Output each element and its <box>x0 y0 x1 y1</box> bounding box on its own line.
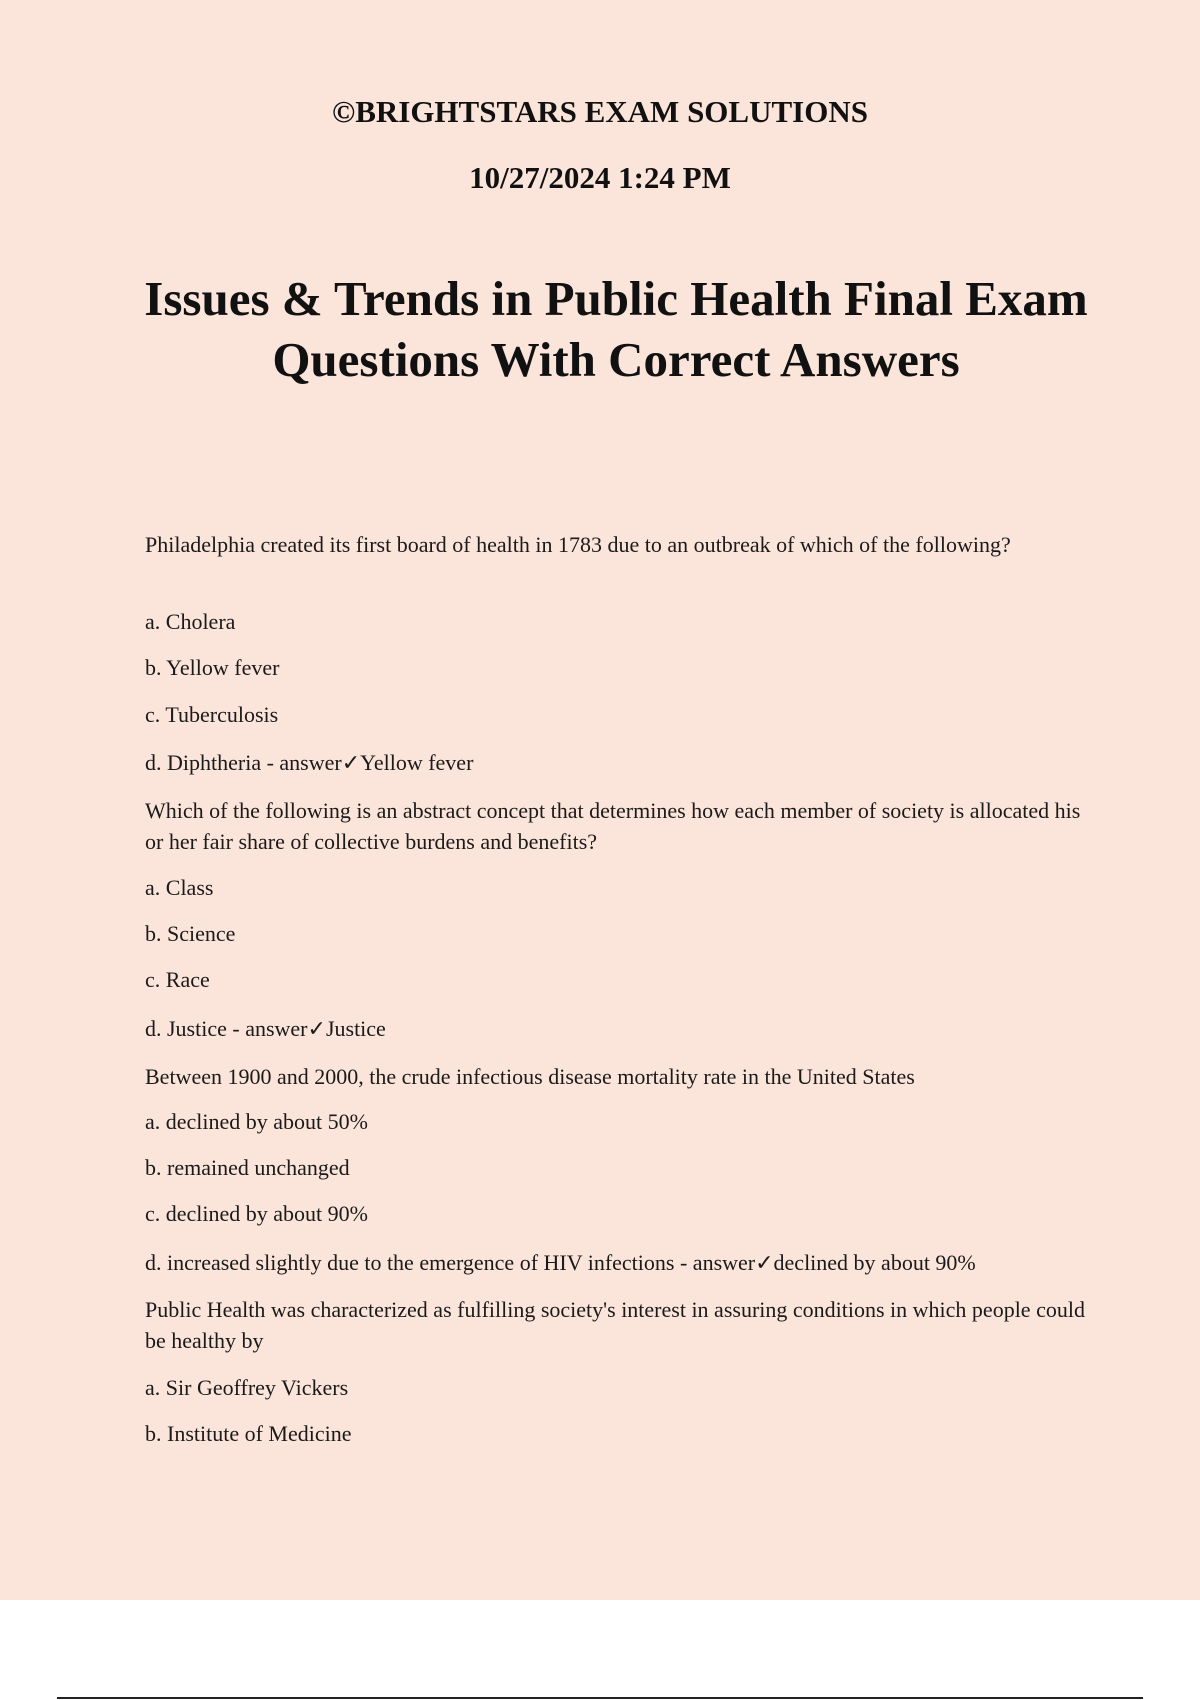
answer-option: a. Sir Geoffrey Vickers <box>145 1375 349 1400</box>
answer-option-with-key: d. Justice - answer✓Justice <box>145 1016 386 1041</box>
answer-option: b. remained unchanged <box>145 1155 350 1180</box>
answer-option: b. Science <box>145 921 236 946</box>
document-datetime: 10/27/2024 1:24 PM <box>469 160 731 195</box>
answer-option: a. Class <box>145 875 214 900</box>
answer-option: b. Yellow fever <box>145 655 280 680</box>
answer-option: a. declined by about 50% <box>145 1109 368 1134</box>
question-prompt: Philadelphia created its first board of health in 1783 due to an outbreak of which of the following? <box>145 532 1011 557</box>
answer-option: b. Institute of Medicine <box>145 1421 352 1446</box>
document-title <box>100 268 1132 390</box>
answer-option: c. declined by about 90% <box>145 1201 368 1226</box>
question-prompt: Which of the following is an abstract concept that determines how each member of society is allocated his or her fair share of collective burdens and benefits? <box>145 798 1081 854</box>
answer-option: c. Tuberculosis <box>145 702 279 727</box>
answer-option-with-key: d. increased slightly due to the emergence of HIV infections - answer✓declined by about 90% <box>145 1250 976 1275</box>
brand-header: ©BRIGHTSTARS EXAM SOLUTIONS <box>332 94 868 129</box>
answer-option: c. Race <box>145 967 210 992</box>
answer-option: a. Cholera <box>145 609 236 634</box>
question-prompt: Public Health was characterized as fulfilling society's interest in assuring conditions in which people could be healthy by <box>145 1297 1085 1353</box>
title-line: Issues & Trends in Public Health Final Exam <box>144 271 1088 326</box>
title-line: Questions With Correct Answers <box>272 332 960 387</box>
answer-option-with-key: d. Diphtheria - answer✓Yellow fever <box>145 750 474 775</box>
question-prompt: Between 1900 and 2000, the crude infectious disease mortality rate in the United States <box>145 1064 915 1089</box>
footer-divider <box>57 1697 1143 1699</box>
